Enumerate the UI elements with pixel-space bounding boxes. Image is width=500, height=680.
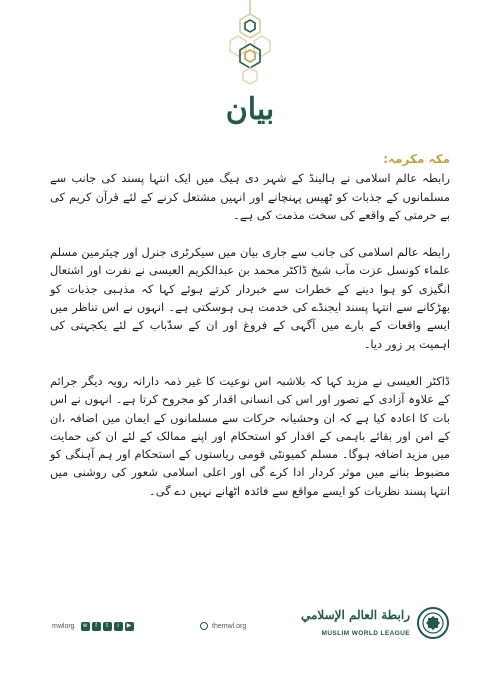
website-link[interactable]: [200, 622, 246, 630]
youtube-icon[interactable]: ▶: [125, 622, 134, 631]
mwl-emblem-icon: [416, 606, 450, 640]
paragraph-text: رابطہ عالم اسلامی نے ہالینڈ کے شہر دی ہیگ میں ایک انتہا پسند کی جانب سے مسلمانوں کے جذبات کو ٹھیس پہنچانے اور انہیں مشتعل کرنے کے لئے قرآن کریم کی بے حرمتی کے واقعے کی سخت مذمت کی ہے۔: [50, 171, 450, 222]
social-handle-group: [52, 622, 134, 631]
social-icons: [81, 622, 134, 631]
logo-english-name: MUSLIM WORLD LEAGUE: [321, 630, 410, 637]
mwl-logo: [300, 602, 450, 652]
paragraph-2: رابطہ عالم اسلامی کی جانب سے جاری بیان میں سیکرٹری جنرل اور چیئرمین مسلم علماء کونسل عزت مآب شیخ ڈاکٹر محمد بن عبدالکریم العیسی نے نفرت اور اشتعال انگیزی کو ہوا دینے کے خطرات سے خبردار کرتے ہوئے کہا کہ مذہبی جذبات کو بھڑکانے سے انتہا پسند ایجنڈے کی خدمت ہی ہوسکتی ہے۔ انہوں نے اس تناظر میں ایسے واقعات کے بارے میں آگہی کے فروغ اور ان کے سدّباب کے لئے یکجہتی کی اہمیت پر زور دیا۔: [50, 245, 450, 351]
whatsapp-icon[interactable]: w: [81, 622, 90, 631]
paragraph-1: [50, 150, 450, 224]
dateline: مکہ مکرمہ:: [383, 152, 450, 166]
footer: [0, 590, 500, 670]
twitter-icon[interactable]: t: [103, 622, 112, 631]
social-handle[interactable]: mwlorg: [52, 623, 75, 630]
instagram-icon[interactable]: i: [114, 622, 123, 631]
logo-arabic-name: رابطة العالم الإسلامي: [300, 608, 410, 622]
globe-icon: [200, 622, 208, 630]
geometric-ornament: [226, 0, 274, 86]
website-url[interactable]: themwl.org: [212, 622, 247, 630]
paragraph-3: ڈاکٹر العیسی نے مزید کہا کہ بلاشبہ اس نوعیت کا غیر ذمہ دارانہ رویہ دیگر جرائم کے علاوہ آزادی کے تصور اور اس کی انسانی اقدار کو مجروح کرتا ہے۔ انہوں نے اس بات کا اعادہ کیا ہے کہ ان وحشیانہ حرکات سے مسلمانوں کے ایمان میں اضافہ ،ان کے امن اور بقائے باہمی کے اقدار کو استحکام اور اپنے ممالک کے لئے ان کی حمایت میں مزید اضافہ ہوگا۔ مسلم کمیونٹی قومی ریاستوں کے استحکام اور ہم آہنگی کو مضبوط بنانے میں موثر کردار ادا کرے گی اور اعلی اسلامی شعور کی روشنی میں انتہا پسند نظریات کو ایسے مواقع سے فائدہ اٹھانے نہیں دے گی۔: [50, 373, 450, 498]
facebook-icon[interactable]: f: [92, 622, 101, 631]
page-title: بیان: [225, 92, 275, 127]
statement-body: [50, 150, 450, 519]
